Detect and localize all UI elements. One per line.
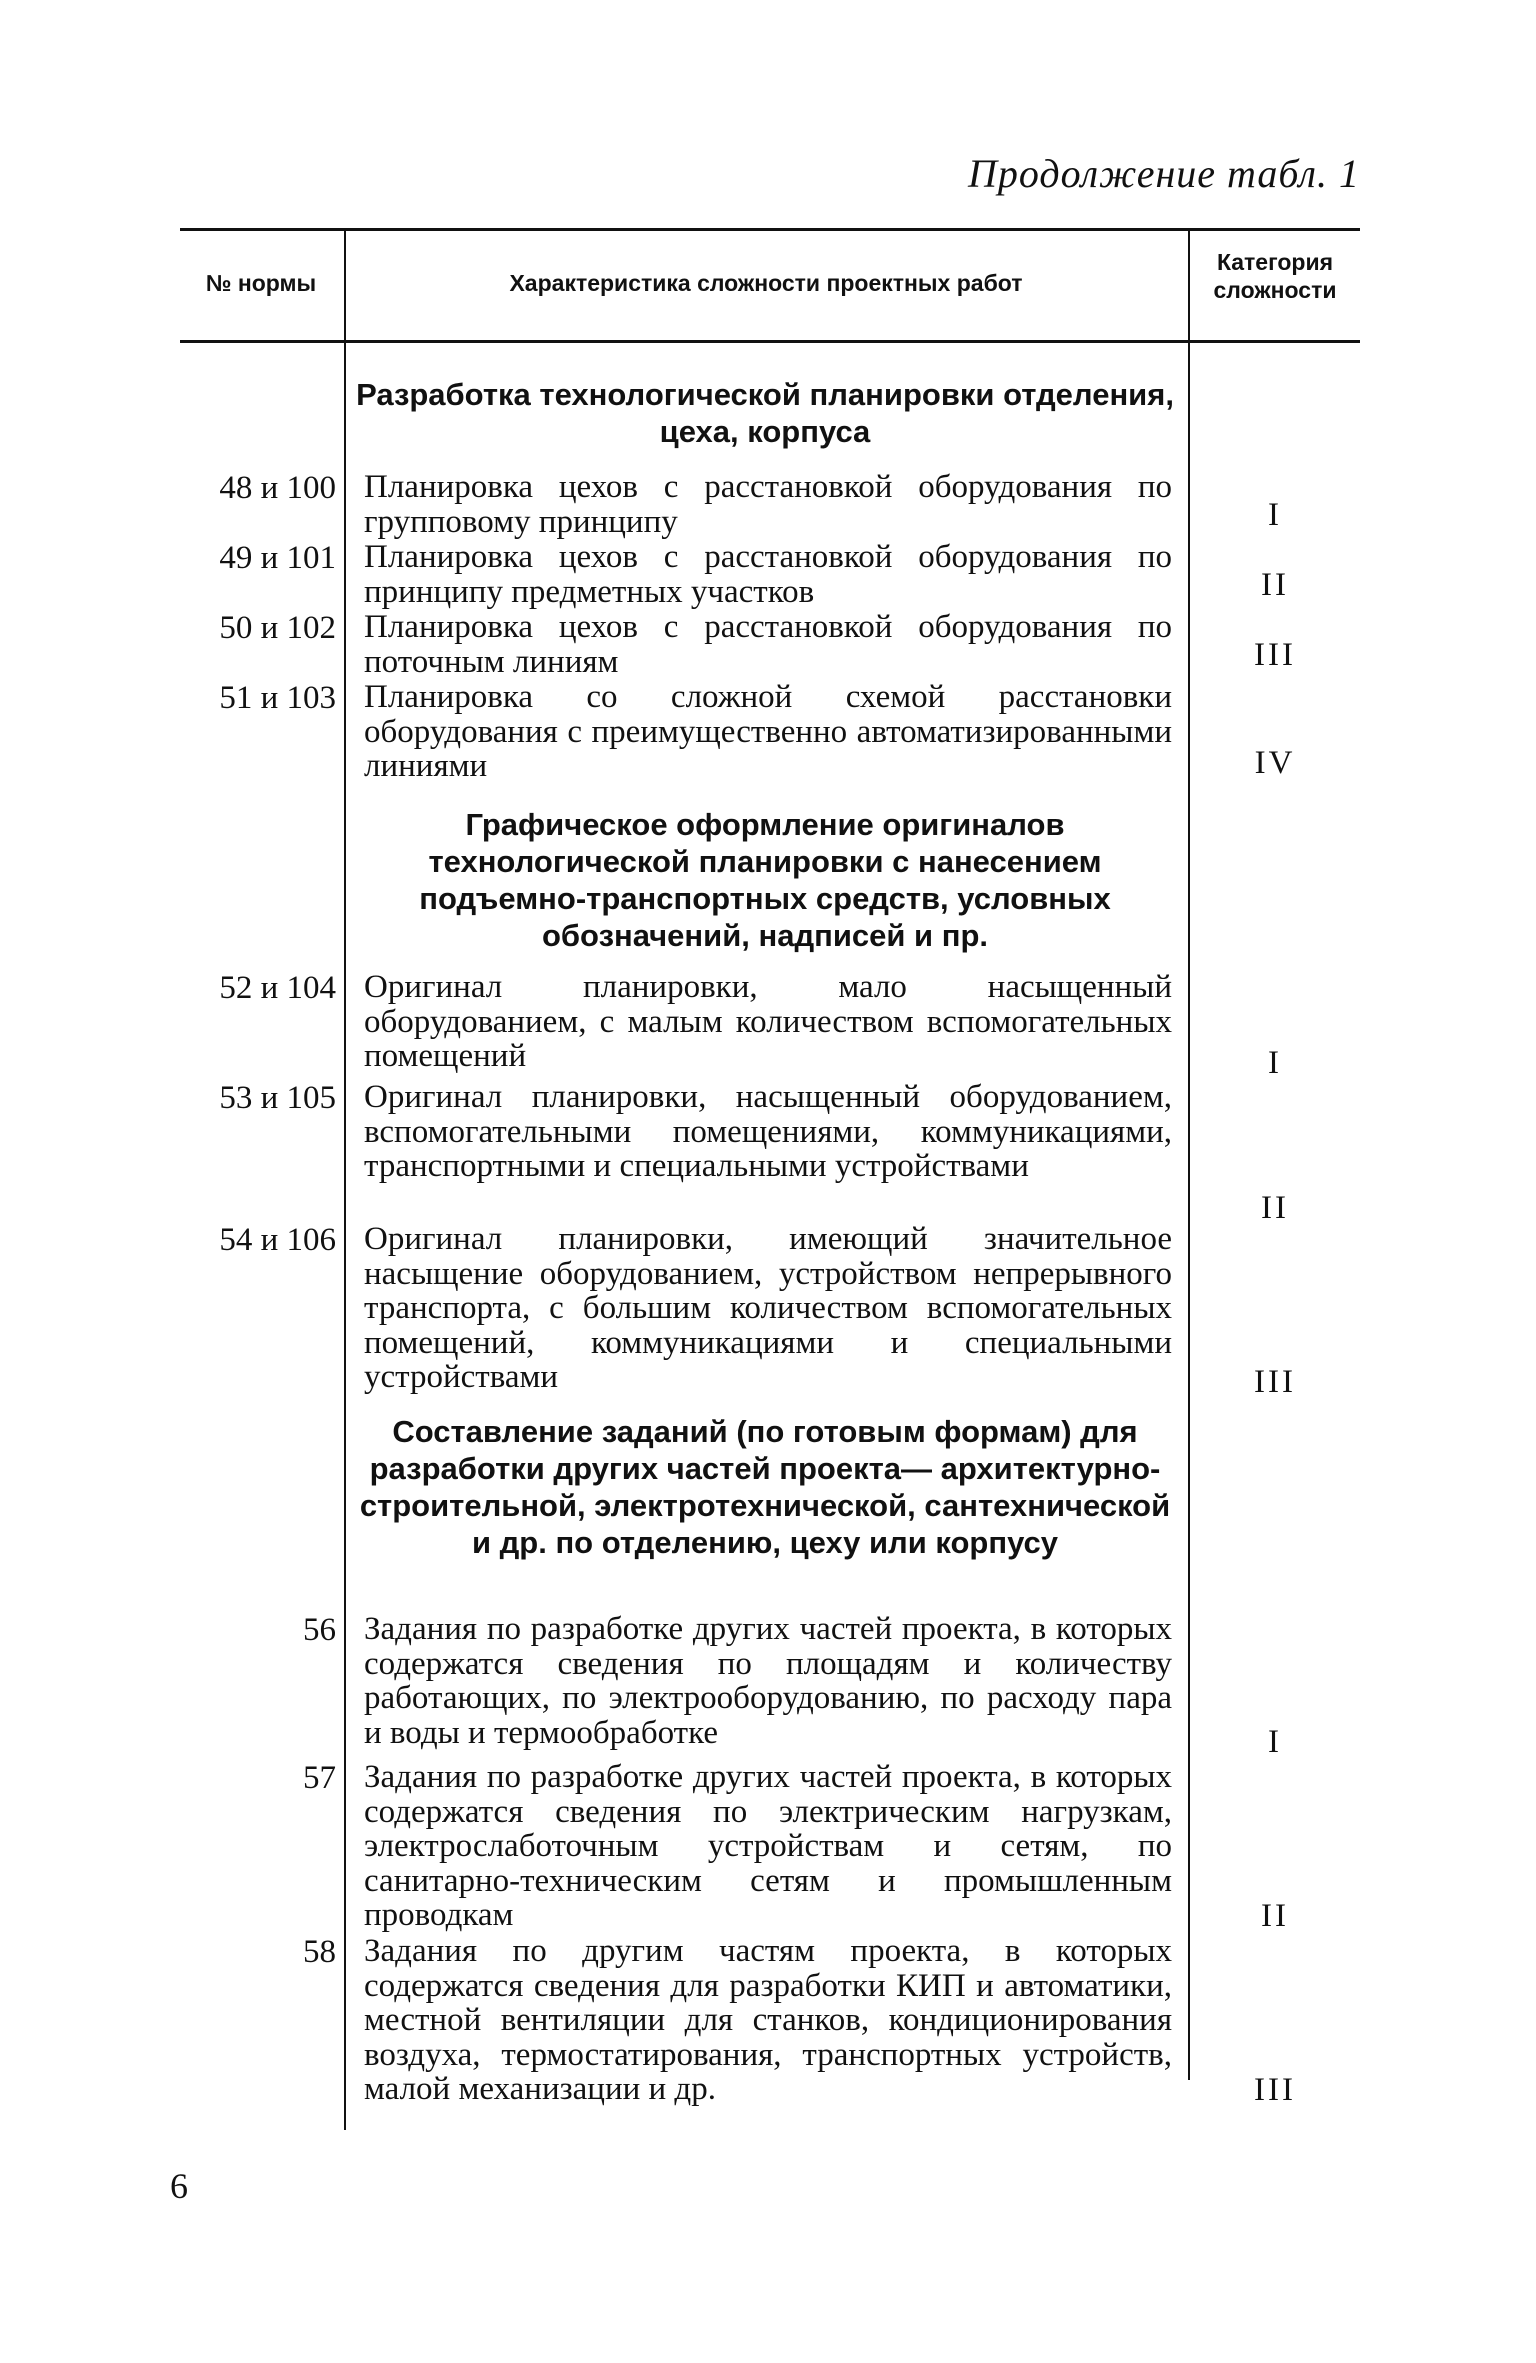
complexity-category: I <box>1268 1045 1282 1081</box>
complexity-category: II <box>1261 1190 1289 1226</box>
complexity-category: III <box>1254 2072 1296 2108</box>
complexity-category: III <box>1254 637 1296 673</box>
work-description: Планировка цехов с расстановкой оборудования по групповому принципу <box>364 469 1172 540</box>
norm-number: 58 <box>303 1934 336 1970</box>
section-heading: Составление заданий (по готовым формам) для разработки других частей проекта— архитектурно-строительной, электротехнической, сантехнической и др. по отделению, цеху или корпусу <box>359 1414 1171 1560</box>
work-description: Задания по разработке других частей проекта, в которых содержатся сведения по площадям и количеству работающих, по электрооборудованию, по расходу пара и воды и термообработке <box>364 1611 1172 1751</box>
page-number: 6 <box>170 2166 188 2206</box>
column-header-description: Характеристика сложности проектных работ <box>509 270 1023 296</box>
table-header-rule <box>180 340 1360 343</box>
column-divider-left <box>344 230 346 2130</box>
section-heading: Разработка технологической планировки отделения, цеха, корпуса <box>356 377 1174 449</box>
norm-number: 56 <box>303 1612 336 1648</box>
norm-number: 51 и 103 <box>219 680 336 716</box>
section-heading: Графическое оформление оригиналов технологической планировки с нанесением подъемно-транспортных средств, условных обозначений, надписей и пр. <box>419 807 1111 953</box>
norm-number: 54 и 106 <box>219 1222 336 1258</box>
complexity-category: IV <box>1254 745 1296 781</box>
work-description: Оригинал планировки, мало насыщенный оборудованием, с малым количеством вспомогательных помещений <box>364 969 1172 1074</box>
norm-number: 49 и 101 <box>219 540 336 576</box>
norm-number: 50 и 102 <box>219 610 336 646</box>
table-top-rule <box>180 228 1360 231</box>
norm-number: 48 и 100 <box>219 470 336 506</box>
complexity-category: II <box>1261 1898 1289 1934</box>
complexity-category: II <box>1261 567 1289 603</box>
work-description: Оригинал планировки, насыщенный оборудованием, вспомогательными помещениями, коммуникациями, транспортными и специальными устройствами <box>364 1079 1172 1184</box>
work-description: Планировка цехов с расстановкой оборудования по принципу предметных участков <box>364 539 1172 610</box>
column-header-number: № нормы <box>205 270 317 296</box>
work-description: Планировка цехов с расстановкой оборудования по поточным линиям <box>364 609 1172 680</box>
norm-number: 53 и 105 <box>219 1080 336 1116</box>
work-description: Оригинал планировки, имеющий значительное насыщение оборудованием, устройством непрерывного транспорта, с большим количеством вспомогательных помещений, коммуникациями и специальными устройствами <box>364 1221 1172 1395</box>
complexity-category: I <box>1268 497 1282 533</box>
norm-number: 57 <box>303 1760 336 1796</box>
table-caption: Продолжение табл. 1 <box>967 151 1360 196</box>
work-description: Планировка со сложной схемой расстановки оборудования с преимущественно автоматизированными линиями <box>364 679 1172 784</box>
norm-number: 52 и 104 <box>219 970 336 1006</box>
work-description: Задания по другим частям проекта, в которых содержатся сведения для разработки КИП и автоматики, местной вентиляции для станков, кондиционирования воздуха, термостатирования, транспортных устройств, малой механизации и др. <box>364 1933 1172 2107</box>
complexity-category: III <box>1254 1364 1296 1400</box>
complexity-category: I <box>1268 1724 1282 1760</box>
work-description: Задания по разработке других частей проекта, в которых содержатся сведения по электрическим нагрузкам, электрослаботочным устройствам и сетям, по санитарно-техническим сетям и промышленным проводкам <box>364 1759 1172 1933</box>
column-header-category: Категория сложности <box>1213 249 1337 303</box>
